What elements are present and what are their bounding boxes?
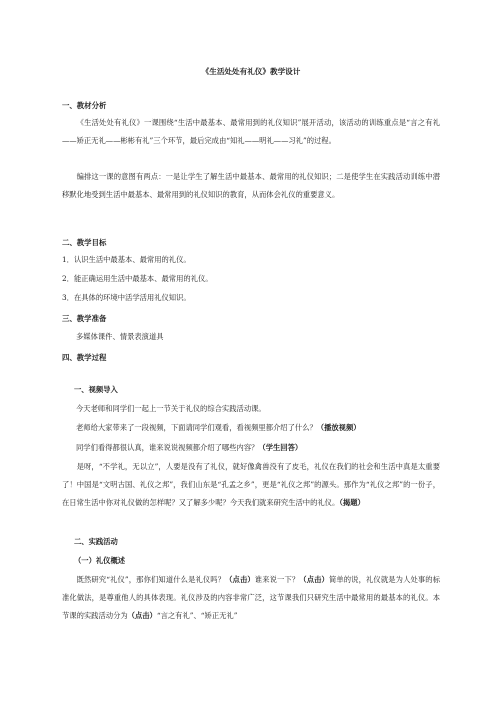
process-line-2-text: 老师给大家带来了一段视频，下面请同学们观看，看视频里都介绍了什么？ [76, 423, 317, 432]
process-paragraph-4 [62, 458, 440, 511]
play-video-note: （播放视频） [316, 423, 361, 432]
p5-text-g: “言之有礼”、“矫正无礼” [156, 610, 238, 620]
subheading-practice: 二、实践活动 [74, 537, 118, 546]
process-line-3-text: 同学们看得都很认真，谁来说说视频都介绍了哪些内容？ [76, 443, 259, 452]
section-heading-process: 四、教学过程 [62, 353, 107, 362]
p5-text-a: 既然研究“礼仪”，那你们知道什么是礼仪吗？ [76, 575, 226, 584]
process-paragraph-5 [62, 571, 440, 624]
process-line-2 [76, 423, 361, 433]
process-line-3 [76, 443, 302, 453]
preparation-text: 多媒体课件、情景表演道具 [76, 332, 164, 341]
click-note-2: （点击） [299, 575, 329, 584]
process-line-1: 今天老师和同学们一起上一节关于礼仪的综合实践活动课。 [76, 404, 266, 413]
section-heading-preparation: 三、教学准备 [62, 314, 107, 323]
analysis-paragraph-1: 《生活处处有礼仪》一课围绕“生活中最基本、最常用到的礼仪知识”展开活动，该活动的训练重点是“言之有礼——矫正无礼——彬彬有礼”三个环节，最后完成由“知礼——明礼——习礼”的过程。 [62, 118, 440, 145]
student-answer-note: （学生回答） [258, 443, 303, 452]
reveal-topic-note: （揭题） [339, 497, 365, 507]
section-heading-textbook-analysis: 一、教材分析 [62, 101, 107, 110]
goal-item-1: 1．认识生活中最基本、最常用的礼仪。 [62, 255, 191, 264]
click-note-1: （点击） [225, 575, 255, 584]
click-note-3: （点击） [127, 610, 157, 620]
p5-text-c: 谁来说一下？ [254, 575, 300, 584]
p5-text-e: 简单的说，礼仪就是为人处事的标准化做法，是尊重他人的具体表现。礼仪涉及的内容非常广泛，这节课我们只研究生活中最常用的最基本的礼仪。本节课的实践活动分为 [62, 575, 441, 620]
subheading-video-intro: 一、视频导入 [74, 385, 118, 394]
goal-item-3: 3．在具体的环境中活学活用礼仪知识。 [62, 293, 191, 302]
section-heading-teaching-goals: 二、教学目标 [62, 238, 107, 247]
process-paragraph-4-text: 是呀，“不学礼，无以立”，人要是没有了礼仪，就好像禽兽没有了皮毛，礼仪在我们的社会和生活中真是太重要了！中国是“文明古国、礼仪之邦”，我们山东是“孔孟之乡”，更是“礼仪之邦”的源头。那作为“礼仪之邦”的一份子，在日常生活中你对礼仪做的怎样呢？又了解多少呢？今天我们就来研究生活中的礼仪。 [62, 462, 440, 507]
document-title: 《生活处处有礼仪》教学设计 [201, 67, 301, 76]
subheading-etiquette-overview: （一）礼仪概述 [74, 556, 126, 565]
goal-item-2: 2．能正确运用生活中最基本、最常用的礼仪。 [62, 274, 213, 283]
analysis-paragraph-2: 编排这一课的意图有两点：一是让学生了解生活中最基本、最常用的礼仪知识；二是使学生在实践活动训练中潜移默化地受到生活中最基本、最常用到的礼仪知识的教育，从而体会礼仪的重要意义。 [62, 172, 440, 199]
